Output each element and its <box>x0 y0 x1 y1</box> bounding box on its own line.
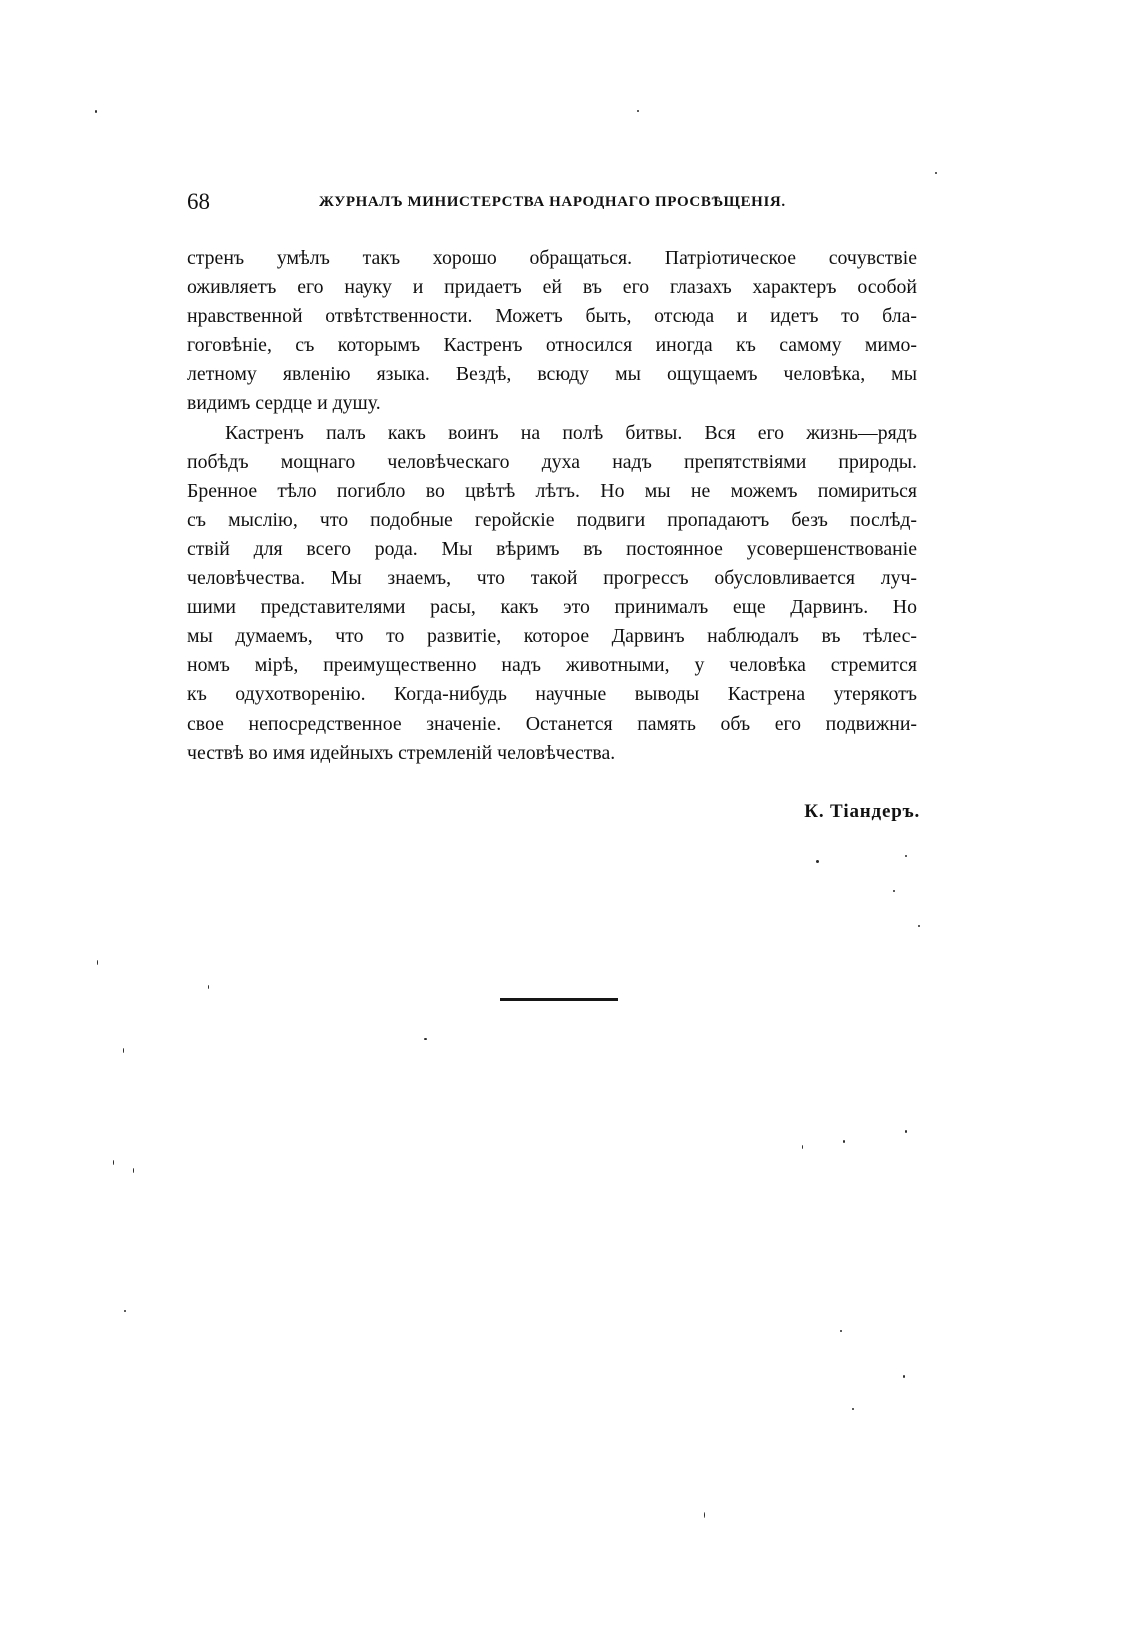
scan-speck <box>113 1160 114 1165</box>
article-text <box>187 244 917 768</box>
scan-speck <box>208 985 209 989</box>
text-line: номъ мірѣ, преимущественно надъ животными, у человѣка стремится <box>187 654 917 677</box>
text-line: съ мыслію, что подобные геройскіе подвиги пропадаютъ безъ послѣд- <box>187 508 917 531</box>
scan-speck <box>918 925 920 927</box>
text-line: оживляетъ его науку и придаетъ ей въ его глазахъ характеръ особой <box>187 276 917 299</box>
text-line: стренъ умѣлъ такъ хорошо обращаться. Патріотическое сочувствіе <box>187 247 917 269</box>
scan-speck <box>124 1310 126 1312</box>
scan-speck <box>903 1375 905 1378</box>
paragraph-1 <box>187 244 917 419</box>
scan-speck <box>905 1130 907 1133</box>
page-number: 68 <box>187 189 210 214</box>
text-line: шими представителями расы, какъ это принималъ еще Дарвинъ. Но <box>187 596 917 619</box>
text-line: нравственной отвѣтственности. Можетъ быть, отсюда и идетъ то бла- <box>187 305 917 328</box>
scan-speck <box>840 1330 842 1332</box>
scan-speck <box>637 110 639 112</box>
text-line: ствій для всего рода. Мы вѣримъ въ постоянное усовершенствованіе <box>187 537 917 560</box>
scan-speck <box>802 1145 803 1149</box>
scan-speck <box>852 1408 854 1410</box>
scan-speck <box>95 110 97 113</box>
text-line: побѣдъ мощнаго человѣческаго духа надъ препятствіями природы. <box>187 450 917 473</box>
scan-speck <box>935 172 937 174</box>
text-line: къ одухотворенію. Когда-нибудь научные выводы Кастрена утерякотъ <box>187 683 917 706</box>
text-line: Бренное тѣло погибло во цвѣтѣ лѣтъ. Но мы не можемъ помириться <box>187 479 917 502</box>
text-line: гоговѣніе, съ которымъ Кастренъ относился иногда къ самому мимо- <box>187 334 917 357</box>
scan-speck <box>123 1048 124 1053</box>
scan-speck <box>133 1168 134 1173</box>
text-line: свое непосредственное значеніе. Останется память объ его подвижни- <box>187 712 917 735</box>
end-rule-divider <box>500 998 618 1001</box>
scan-speck <box>816 860 819 863</box>
journal-title: ЖУРНАЛЪ МИНИСТЕРСТВА НАРОДНАГО ПРОСВѢЩЕНІЯ. <box>319 194 786 210</box>
paragraph-2 <box>187 419 917 768</box>
text-line: чествѣ во имя идейныхъ стремленій человѣчества. <box>187 741 616 764</box>
text-line: летному явленію языка. Вездѣ, всюду мы ощущаемъ человѣка, мы <box>187 363 917 386</box>
author-signature: К. Тіандеръ. <box>804 801 920 822</box>
text-line: Кастренъ палъ какъ воинъ на полѣ битвы. Вся его жизнь—рядъ <box>225 421 917 444</box>
text-line: мы думаемъ, что то развитіе, которое Дарвинъ наблюдалъ въ тѣлес- <box>187 625 917 648</box>
text-line: видимъ сердце и душу. <box>187 392 381 415</box>
scan-speck <box>704 1512 705 1518</box>
scan-speck <box>424 1038 427 1040</box>
scan-speck <box>843 1140 845 1143</box>
scan-speck <box>893 890 895 892</box>
scan-speck <box>97 960 98 965</box>
scan-speck <box>905 855 907 857</box>
text-line: человѣчества. Мы знаемъ, что такой прогрессъ обусловливается луч- <box>187 567 917 590</box>
running-head <box>187 188 919 216</box>
